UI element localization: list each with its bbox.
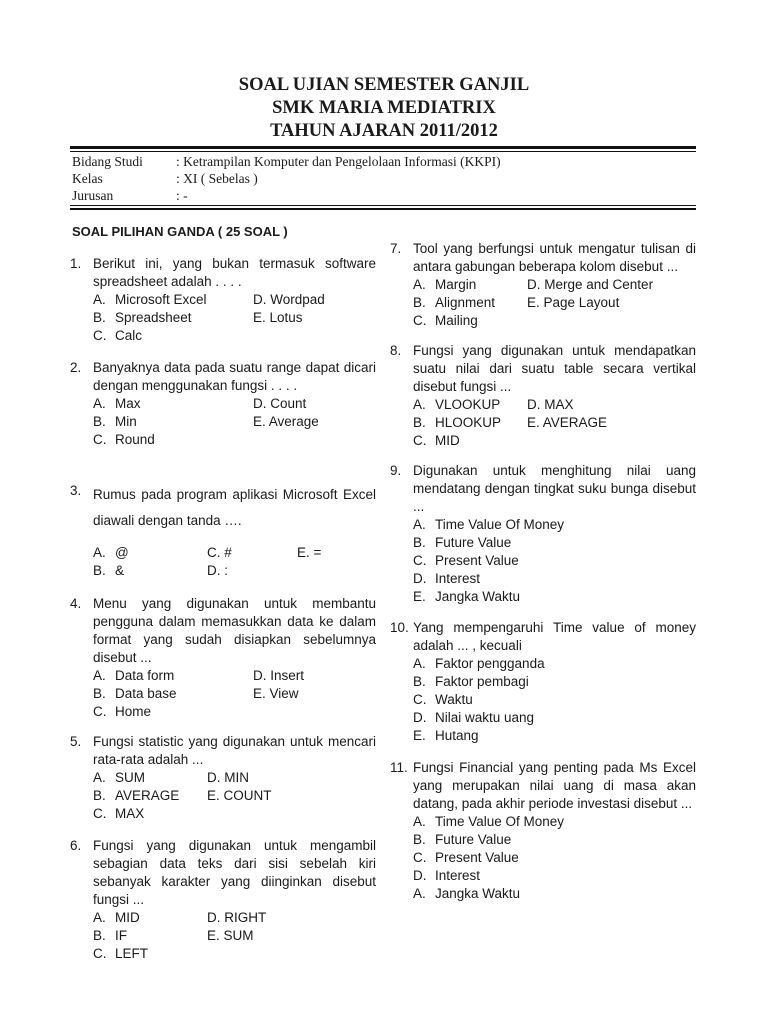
answer-option [93, 769, 207, 787]
answer-option [413, 727, 713, 745]
option-text: E. Page Layout [527, 295, 620, 310]
option-text: Future Value [435, 535, 512, 550]
info-value: : Ketrampilan Komputer dan Pengelolaan Informasi (KKPI) [176, 154, 501, 169]
option-text: Faktor pembagi [435, 674, 529, 689]
question-item [390, 759, 696, 903]
option-text: Present Value [435, 553, 519, 568]
option-text: Interest [435, 571, 481, 586]
option-text: MID [115, 910, 140, 925]
answer-option [253, 395, 393, 413]
answer-option [413, 885, 713, 903]
answer-option [253, 667, 393, 685]
header-rule-thick [70, 146, 696, 149]
answer-option [207, 769, 347, 787]
info-row-class [72, 170, 696, 187]
option-letter: A. [413, 277, 426, 292]
option-text: Time Value Of Money [435, 517, 565, 532]
option-text: IF [115, 928, 127, 943]
question-item [70, 595, 376, 721]
option-text: Jangka Waktu [435, 886, 521, 901]
header-year: TAHUN AJARAN 2011/2012 [270, 121, 498, 141]
info-value: : XI ( Sebelas ) [176, 171, 258, 186]
question-text: Banyaknya data pada suatu range dapat dicari dengan menggunakan fungsi . . . . [93, 360, 376, 393]
header-rule-thin [70, 151, 696, 152]
question-text: Digunakan untuk menghitung nilai uang mendatang dengan tingkat suku bunga disebut ... [413, 463, 696, 514]
option-letter: B. [413, 674, 426, 689]
answer-option [413, 312, 527, 330]
option-text: Hutang [435, 728, 479, 743]
answer-option [207, 787, 347, 805]
question-item [390, 240, 696, 330]
question-number: 10. [390, 620, 409, 635]
option-letter: C. [413, 850, 427, 865]
option-letter: B. [93, 310, 106, 325]
option-text: Calc [115, 328, 143, 343]
option-letter: A. [93, 910, 106, 925]
info-rule-thin [70, 205, 696, 206]
option-letter: A. [413, 656, 426, 671]
option-letter: A. [93, 770, 106, 785]
answer-option [413, 570, 713, 588]
answer-option [207, 562, 297, 580]
option-text: VLOOKUP [435, 397, 501, 412]
option-spacer [527, 432, 667, 450]
question-number: 9. [390, 463, 402, 478]
question-text: Berikut ini, yang bukan termasuk software spreadsheet adalah . . . . [93, 256, 376, 289]
option-text: AVERAGE [115, 788, 180, 803]
answer-option [93, 413, 253, 431]
question-text: Yang mempengaruhi Time value of money adalah ... , kecuali [413, 620, 696, 653]
answer-option [253, 291, 393, 309]
answer-option [413, 831, 713, 849]
option-text: Present Value [435, 850, 519, 865]
option-text: Min [115, 414, 137, 429]
option-spacer [207, 945, 347, 963]
option-letter: B. [93, 788, 106, 803]
option-letter: A. [93, 292, 106, 307]
answer-option [93, 667, 253, 685]
option-letter: A. [413, 886, 426, 901]
option-text: D. Count [253, 396, 307, 411]
answer-option [93, 291, 253, 309]
question-item [390, 462, 696, 606]
info-label: Jurusan [72, 188, 114, 203]
option-text: E. View [253, 686, 299, 701]
option-letter: B. [93, 686, 106, 701]
answer-option [207, 544, 297, 562]
question-number: 8. [390, 343, 402, 358]
option-text: E. Average [253, 414, 319, 429]
question-number: 2. [70, 360, 82, 375]
option-letter: D. [413, 868, 427, 883]
answer-options [413, 516, 696, 606]
option-text: E. Lotus [253, 310, 303, 325]
option-spacer [207, 805, 347, 823]
option-text: Data base [115, 686, 177, 701]
answer-option [413, 867, 713, 885]
option-letter: A. [413, 517, 426, 532]
option-text: D. : [207, 563, 229, 578]
answer-option [93, 431, 253, 449]
option-text: Future Value [435, 832, 512, 847]
option-letter: C. [93, 806, 107, 821]
question-text: Menu yang digunakan untuk membantu pengguna dalam memasukkan data ke dalam format yang sudah disiapkan sebelumnya disebut ... [93, 596, 376, 665]
answer-option [413, 294, 527, 312]
answer-option [413, 534, 713, 552]
answer-options [413, 813, 696, 903]
option-text: E. SUM [207, 928, 254, 943]
option-spacer [253, 327, 393, 345]
option-text: Waktu [435, 692, 473, 707]
question-item [390, 619, 696, 745]
exam-header [0, 74, 768, 143]
answer-option [413, 588, 713, 606]
answer-option [93, 909, 207, 927]
question-number: 7. [390, 241, 402, 256]
answer-option [297, 544, 397, 562]
question-text: Fungsi statistic yang digunakan untuk mencari rata-rata adalah ... [93, 734, 376, 767]
option-letter: C. [413, 313, 427, 328]
option-text: E. AVERAGE [527, 415, 608, 430]
answer-option [413, 516, 713, 534]
option-letter: B. [413, 832, 426, 847]
answer-options [93, 909, 376, 963]
answer-option [527, 294, 667, 312]
question-number: 1. [70, 256, 82, 271]
answer-option [93, 685, 253, 703]
answer-option [527, 396, 667, 414]
option-text: C. # [207, 545, 232, 560]
option-text: Round [115, 432, 155, 447]
option-letter: C. [93, 432, 107, 447]
answer-option [413, 849, 713, 867]
question-item [390, 342, 696, 450]
answer-option [413, 655, 713, 673]
option-letter: C. [413, 692, 427, 707]
option-text: Data form [115, 668, 175, 683]
info-rule-thick [70, 208, 696, 210]
option-text: Alignment [435, 295, 496, 310]
option-letter: B. [93, 563, 106, 578]
question-item [70, 482, 376, 580]
option-letter: B. [413, 295, 426, 310]
option-letter: A. [93, 396, 106, 411]
option-spacer [527, 312, 667, 330]
answer-option [413, 709, 713, 727]
option-letter: D. [413, 571, 427, 586]
answer-option [413, 396, 527, 414]
answer-option [207, 927, 347, 945]
option-spacer [253, 703, 393, 721]
option-letter: B. [93, 928, 106, 943]
answer-option [527, 414, 667, 432]
question-column-right [390, 240, 696, 903]
question-text: Fungsi yang digunakan untuk mengambil sebagian data teks dari sisi sebelah kiri sebanyak karakter yang diinginkan disebut fungsi ... [93, 838, 376, 907]
option-text: Microsoft Excel [115, 292, 207, 307]
question-number: 6. [70, 838, 82, 853]
answer-option [253, 309, 393, 327]
option-text: Faktor pengganda [435, 656, 545, 671]
answer-option [253, 413, 393, 431]
answer-option [93, 562, 207, 580]
option-text: MID [435, 433, 460, 448]
info-block [72, 153, 696, 204]
option-text: D. Wordpad [253, 292, 325, 307]
answer-option [93, 309, 253, 327]
question-text: Fungsi yang digunakan untuk mendapatkan suatu nilai dari suatu table secara vertikal disebut fungsi ... [413, 343, 696, 394]
question-text: Rumus pada program aplikasi Microsoft Excel diawali dengan tanda …. [93, 487, 376, 528]
option-text: Time Value Of Money [435, 814, 565, 829]
option-letter: A. [93, 668, 106, 683]
option-text: SUM [115, 770, 145, 785]
answer-option [253, 685, 393, 703]
option-text: D. Merge and Center [527, 277, 654, 292]
option-text: E. COUNT [207, 788, 272, 803]
answer-option [207, 909, 347, 927]
section-title: SOAL PILIHAN GANDA ( 25 SOAL ) [72, 224, 288, 239]
option-text: Mailing [435, 313, 478, 328]
option-text: Spreadsheet [115, 310, 192, 325]
question-number: 5. [70, 734, 82, 749]
question-item [70, 255, 376, 345]
option-letter: E. [413, 728, 426, 743]
answer-options [413, 396, 696, 450]
option-letter: C. [413, 433, 427, 448]
question-text: Fungsi Financial yang penting pada Ms Excel yang merupakan nilai uang di masa akan datang, pada akhir periode investasi disebut ... [413, 760, 696, 811]
header-school: SMK MARIA MEDIATRIX [272, 98, 496, 118]
info-label: Bidang Studi [72, 154, 143, 169]
answer-options [413, 276, 696, 330]
answer-option [93, 927, 207, 945]
option-text: E. = [297, 545, 322, 560]
option-text: D. MIN [207, 770, 249, 785]
option-letter: B. [413, 535, 426, 550]
info-row-major [72, 187, 696, 204]
option-letter: C. [93, 946, 107, 961]
question-number: 11. [390, 760, 408, 775]
answer-option [413, 414, 527, 432]
answer-option [413, 691, 713, 709]
option-letter: A. [93, 545, 106, 560]
option-text: Margin [435, 277, 477, 292]
answer-option [93, 787, 207, 805]
option-text: HLOOKUP [435, 415, 502, 430]
answer-options [93, 395, 376, 449]
answer-options [93, 544, 376, 580]
answer-options [93, 667, 376, 721]
question-number: 3. [70, 483, 82, 498]
header-title: SOAL UJIAN SEMESTER GANJIL [238, 75, 530, 95]
option-letter: C. [93, 704, 107, 719]
option-text: MAX [115, 806, 145, 821]
answer-options [93, 291, 376, 345]
answer-option [413, 673, 713, 691]
question-column-left [70, 255, 376, 963]
info-value: : - [176, 188, 188, 203]
option-letter: B. [93, 414, 106, 429]
answer-option [413, 552, 713, 570]
answer-option [93, 945, 207, 963]
answer-option [93, 703, 253, 721]
option-text: Home [115, 704, 152, 719]
info-row-subject [72, 153, 696, 170]
option-text: D. Insert [253, 668, 305, 683]
option-text: Max [115, 396, 141, 411]
answer-option [413, 276, 527, 294]
answer-options [413, 655, 696, 745]
answer-option [93, 327, 253, 345]
option-spacer [297, 562, 397, 580]
answer-option [93, 395, 253, 413]
answer-option [413, 813, 713, 831]
answer-option [413, 432, 527, 450]
answer-option [93, 544, 207, 562]
option-text: Interest [435, 868, 481, 883]
option-text: & [115, 563, 125, 578]
question-item [70, 837, 376, 963]
question-item [70, 733, 376, 823]
answer-option [93, 805, 207, 823]
option-letter: D. [413, 710, 427, 725]
option-text: Nilai waktu uang [435, 710, 535, 725]
question-item [70, 359, 376, 449]
option-text: LEFT [115, 946, 149, 961]
answer-option [527, 276, 667, 294]
option-letter: A. [413, 814, 426, 829]
answer-options [93, 769, 376, 823]
option-letter: C. [413, 553, 427, 568]
option-letter: A. [413, 397, 426, 412]
option-letter: E. [413, 589, 426, 604]
option-text: D. RIGHT [207, 910, 267, 925]
option-letter: B. [413, 415, 426, 430]
question-text: Tool yang berfungsi untuk mengatur tulisan di antara gabungan beberapa kolom disebut ... [413, 241, 696, 274]
option-text: D. MAX [527, 397, 574, 412]
option-text: @ [115, 545, 129, 560]
question-number: 4. [70, 596, 82, 611]
option-spacer [253, 431, 393, 449]
info-label: Kelas [72, 171, 103, 186]
option-letter: C. [93, 328, 107, 343]
option-text: Jangka Waktu [435, 589, 521, 604]
